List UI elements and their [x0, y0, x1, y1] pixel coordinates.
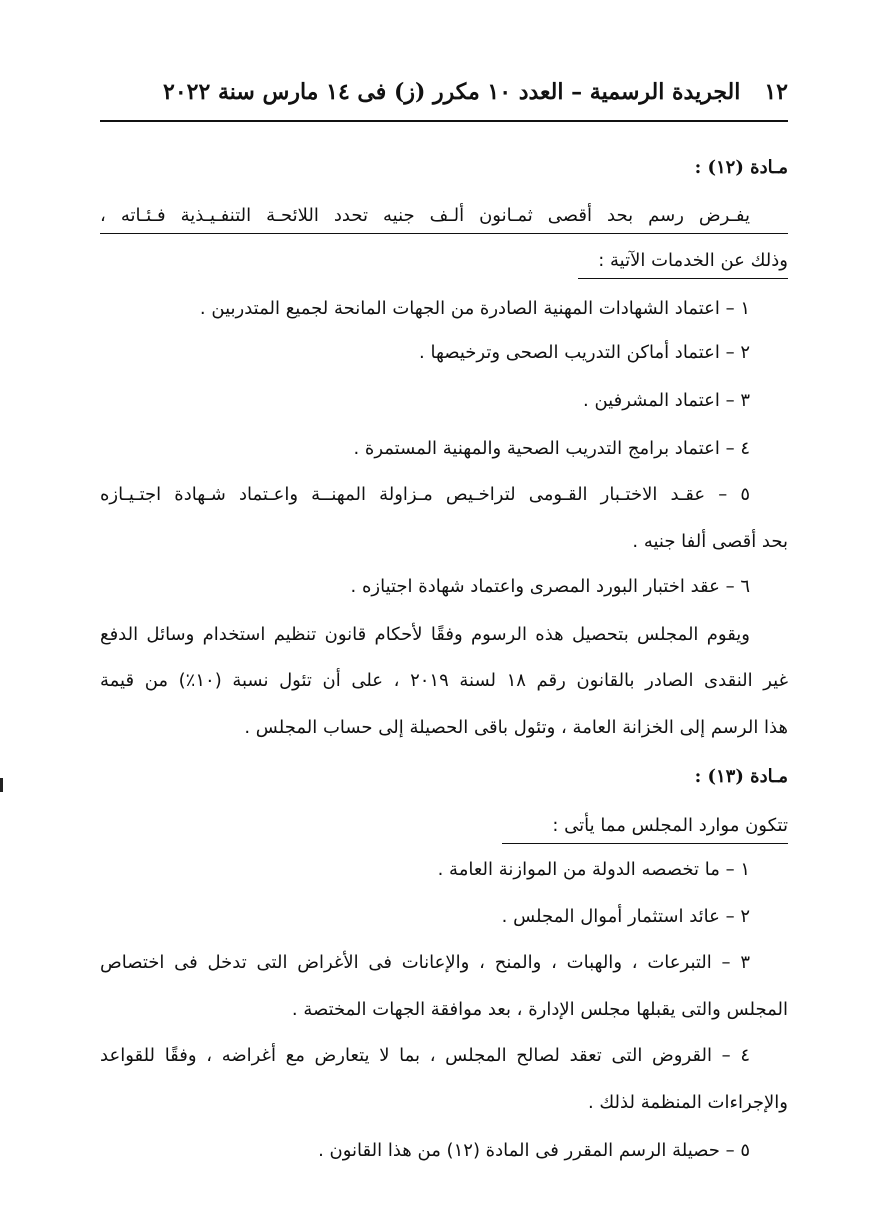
- list-item: ١ – اعتماد الشهادات المهنية الصادرة من الجهات المانحة لجميع المتدربين .: [199, 298, 750, 319]
- paragraph-line: هذا الرسم إلى الخزانة العامة ، وتئول باقى الحصيلة إلى حساب المجلس .: [244, 717, 788, 738]
- article-13-intro: تتكون موارد المجلس مما يأتى :: [552, 815, 788, 836]
- intro-underline-1: [100, 233, 788, 234]
- list-item-continuation: بحد أقصى ألفا جنيه .: [632, 531, 788, 552]
- list-item: ٤ – القروض التى تعقد لصالح المجلس ، بما لا يتعارض مع أغراضه ، وفقًا للقواعد: [100, 1045, 750, 1066]
- list-item: ٢ – اعتماد أماكن التدريب الصحى وترخيصها .: [419, 342, 750, 363]
- paragraph-line: ويقوم المجلس بتحصيل هذه الرسوم وفقًا لأحكام قانون تنظيم استخدام وسائل الدفع: [100, 624, 750, 645]
- article-12-intro-line-1: يفـرض رسم بحد أقصى ثمـانون ألـف جنيه تحدد اللائحـة التنفـيـذية فـئـاته ،: [100, 205, 750, 226]
- list-item: ١ – ما تخصصه الدولة من الموازنة العامة .: [437, 859, 750, 880]
- list-item-continuation: والإجراءات المنظمة لذلك .: [587, 1092, 788, 1113]
- intro-underline-2: [578, 278, 788, 279]
- list-item: ٥ – حصيلة الرسم المقرر فى المادة (١٢) من هذا القانون .: [318, 1140, 750, 1161]
- list-item: ٦ – عقد اختبار البورد المصرى واعتماد شهادة اجتيازه .: [350, 576, 750, 597]
- scan-edge-mark: [0, 778, 3, 792]
- page-number: ١٢: [764, 79, 788, 105]
- article-12-intro-line-2: وذلك عن الخدمات الآتية :: [598, 250, 788, 271]
- article-13-heading: مـادة (١٣) :: [694, 766, 788, 787]
- page-header: [100, 70, 788, 114]
- list-item-continuation: المجلس والتى يقبلها مجلس الإدارة ، بعد موافقة الجهات المختصة .: [291, 999, 788, 1020]
- list-item: ٢ – عائد استثمار أموال المجلس .: [501, 906, 750, 927]
- gazette-title: الجريدة الرسمية – العدد ١٠ مكرر (ز) فى ١٤ مارس سنة ٢٠٢٢: [163, 79, 741, 105]
- paragraph-line: غير النقدى الصادر بالقانون رقم ١٨ لسنة ٢٠١٩ ، على أن تئول نسبة (١٠٪) من قيمة: [100, 670, 788, 691]
- intro-underline-3: [502, 843, 788, 844]
- article-12-heading: مـادة (١٢) :: [694, 157, 788, 178]
- list-item: ٥ – عقـد الاختـبار القـومى لتراخـيص مـزاولة المهنــة واعـتماد شـهادة اجتـيـازه: [100, 484, 750, 505]
- list-item: ٤ – اعتماد برامج التدريب الصحية والمهنية المستمرة .: [353, 438, 750, 459]
- list-item: ٣ – اعتماد المشرفين .: [583, 390, 750, 411]
- list-item: ٣ – التبرعات ، والهبات ، والمنح ، والإعانات فى الأغراض التى تدخل فى اختصاص: [100, 952, 750, 973]
- header-divider: [100, 120, 788, 122]
